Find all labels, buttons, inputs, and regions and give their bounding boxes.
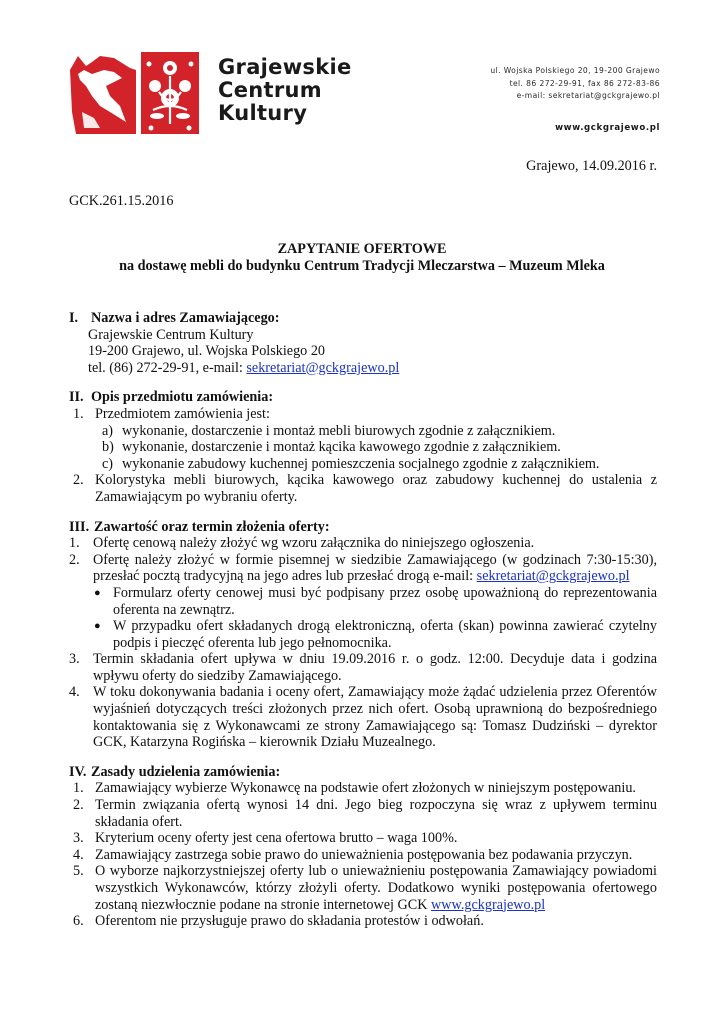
document-subtitle: na dostawę mebli do budynku Centrum Tradycji Mleczarstwa – Muzeum Mleka: [119, 257, 605, 274]
bullet-icon: ●: [94, 586, 101, 599]
contractor-contact: tel. (86) 272-29-91, e-mail: sekretariat@gckgrajewo.pl: [88, 359, 400, 376]
contact-phone: tel. 86 272-29-91, fax 86 272-83-86: [509, 78, 660, 88]
contact-address: ul. Wojska Polskiego 20, 19-200 Grajewo: [490, 66, 660, 75]
sub-list-item: c) wykonanie zabudowy kuchennej pomieszczenia socjalnego zgodnie z załącznikiem.: [102, 455, 600, 472]
list-item: 2. Termin związania ofertą wynosi 14 dni. Jego bieg rozpoczyna się wraz z upływem terminu składania ofert.: [73, 797, 657, 830]
logo-line-3: Kultury: [218, 101, 308, 125]
logo-line-1: Grajewskie: [218, 55, 352, 79]
section-2-heading: II. Opis przedmiotu zamówienia:: [69, 389, 274, 406]
contractor-name: Grajewskie Centrum Kultury: [88, 326, 254, 343]
list-item: 3. Kryterium oceny oferty jest cena ofertowa brutto – waga 100%.: [73, 830, 458, 847]
logo-line-2: Centrum: [218, 78, 322, 102]
list-item: 3. Termin składania ofert upływa w dniu 19.09.2016 r. o godz. 12:00. Decyduje data i godzina wpływu oferty do siedziby Zamawiającego.: [69, 651, 657, 684]
website-link[interactable]: www.gckgrajewo.pl: [431, 896, 546, 913]
email-link[interactable]: sekretariat@gckgrajewo.pl: [246, 359, 400, 376]
email-link[interactable]: sekretariat@gckgrajewo.pl: [476, 568, 630, 585]
letterhead: [70, 52, 660, 142]
contact-email: e-mail: sekretariat@gckgrajewo.pl: [516, 91, 660, 100]
list-item: 2. Kolorystyka mebli biurowych, kącika kawowego oraz zabudowy kuchennej do ustalenia z Zamawiającym po wybraniu oferty.: [73, 472, 657, 505]
list-item: 1. Ofertę cenową należy złożyć wg wzoru załącznika do niniejszego ogłoszenia.: [69, 535, 535, 552]
section-1-heading: I. Nazwa i adres Zamawiającego:: [69, 310, 280, 326]
document-date: Grajewo, 14.09.2016 r.: [526, 158, 657, 174]
list-item: 4. Zamawiający zastrzega sobie prawo do unieważnienia postępowania bez podawania przyczyn.: [73, 846, 633, 863]
folk-flower-logo-icon: [141, 52, 199, 134]
document-title-block: [60, 241, 664, 274]
fox-logo-icon: [70, 52, 136, 134]
section-3-heading: III. Zawartość oraz termin złożenia oferty:: [69, 518, 330, 535]
sub-list-item: a) wykonanie, dostarczenie i montaż mebli biurowych zgodnie z załącznikiem.: [102, 422, 556, 439]
bullet-item: ● W przypadku ofert składanych drogą elektroniczną, oferta (skan) powinna zawierać czytelny podpis i pieczęć oferenta lub jego pełnomocnika.: [94, 618, 657, 651]
list-item: 5. O wyborze najkorzystniejszej oferty lub o unieważnieniu postępowania Zamawiający powiadomi wszystkich Wykonawców, którzy złożyli oferty. Dodatkowo wyniki postępowania ofertowego zostaną niezwłocznie podane na stronie internetowej GCK www.gckgrajewo.pl: [73, 863, 657, 913]
bullet-icon: ●: [94, 620, 101, 633]
list-item: 4. W toku dokonywania badania i oceny ofert, Zamawiający może żądać udzielenia przez Oferentów wyjaśnień dotyczących treści złożonych przez nich ofert. Osobą uprawnioną do bezpośredniego kontaktowania się z Wykonawcami ze strony Zamawiającego są: Tomasz Dudziński – dyrektor GCK, Katarzyna Rogińska – kierownik Działu Muzealnego.: [69, 684, 657, 751]
document-title: ZAPYTANIE OFERTOWE: [277, 241, 447, 257]
list-item: 1. Przedmiotem zamówienia jest:: [73, 405, 270, 422]
logo-wordmark: [218, 56, 352, 125]
section-4-heading: IV. Zasady udzielenia zamówienia:: [69, 763, 281, 780]
reference-number: GCK.261.15.2016: [69, 193, 174, 209]
list-item: 1. Zamawiający wybierze Wykonawcę na podstawie ofert złożonych w niniejszym postępowaniu.: [73, 780, 636, 797]
list-item: 6. Oferentom nie przysługuje prawo do składania protestów i odwołań.: [73, 913, 484, 930]
bullet-item: ● Formularz oferty cenowej musi być podpisany przez osobę upoważnioną do reprezentowania oferenta na zewnątrz.: [94, 584, 657, 618]
website-link[interactable]: www.gckgrajewo.pl: [555, 123, 660, 133]
document-body: [69, 310, 657, 930]
contractor-address: 19-200 Grajewo, ul. Wojska Polskiego 20: [88, 343, 326, 360]
sub-list-item: b) wykonanie, dostarczenie i montaż kącika kawowego zgodnie z załącznikiem.: [102, 439, 561, 456]
list-item: 2. Ofertę należy złożyć w formie pisemnej w siedzibie Zamawiającego (w godzinach 7:30-15:30), przesłać pocztą tradycyjną na jego adres lub przesłać drogą e-mail: sekretariat@gckgrajewo.pl: [69, 551, 657, 585]
contact-info: [490, 65, 660, 103]
